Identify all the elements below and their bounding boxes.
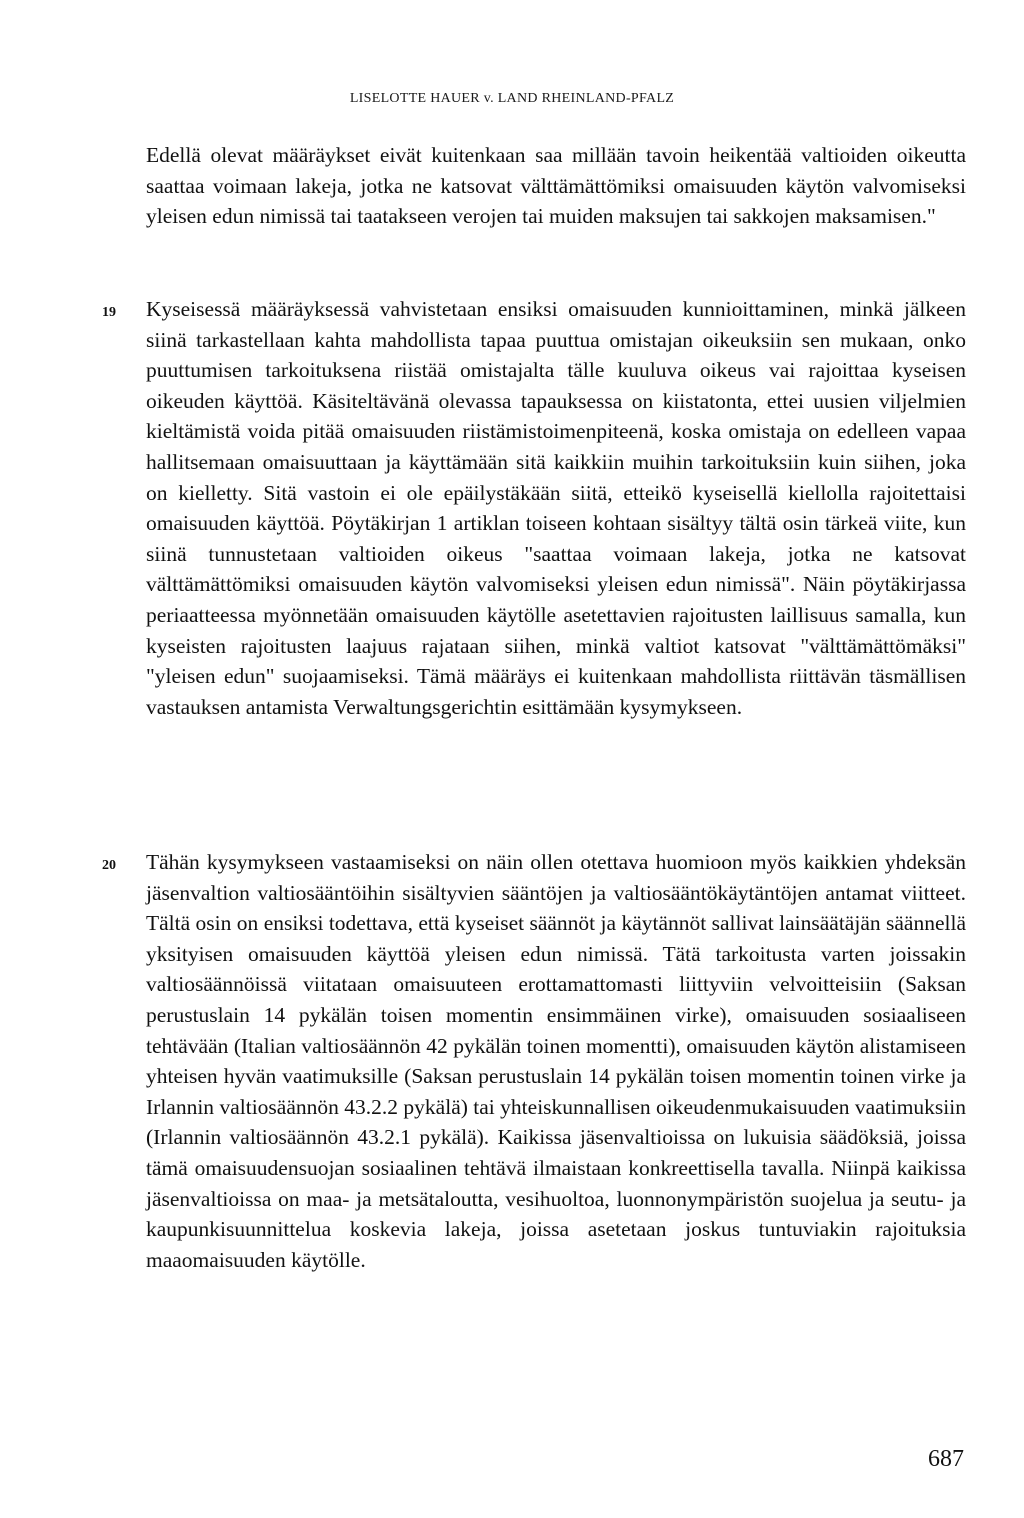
paragraph-number-19: 19 (102, 305, 116, 320)
paragraph-number-20: 20 (102, 858, 116, 873)
running-title: LISELOTTE HAUER v. LAND RHEINLAND-PFALZ (349, 91, 675, 106)
paragraph-20: Tähän kysymykseen vastaamiseksi on näin ollen otettava huomioon myös kaikkien yhdeksän jäsenvaltion valtiosääntöihin sisältyvien sääntöjen ja valtiosääntökäytäntöjen antamat viitteet. Tältä osin on ensiksi todettava, että kyseiset säännöt ja käytännöt sallivat lainsäätäjän säännellä yksityisen omaisuuden käyttöä yleisen edun nimissä. Tätä tarkoitusta varten joissakin valtiosäännöissä viitataan omaisuuteen erottamattomasti liittyviin velvoitteisiin (Saksan perustuslain 14 pykälän toisen momentin ensimmäinen virke), omaisuuden sosiaaliseen tehtävään (Italian valtiosäännön 42 pykälän toinen momentti), omaisuuden käytön alistamiseen yhteisen hyvän vaatimuksille (Saksan perustuslain 14 pykälän toisen momentin toinen virke ja Irlannin valtiosäännön 43.2.2 pykälä) tai yhteiskunnallisen oikeudenmukaisuuden vaatimuksiin (Irlannin valtiosäännön 43.2.1 pykälä). Kaikissa jäsenvaltioissa on lukuisia säädöksiä, joissa tämä omaisuudensuojan sosiaalinen tehtävä ilmaistaan konkreettisella tavalla. Niinpä kaikissa jäsenvaltioissa on maa- ja metsätaloutta, vesihuoltoa, luonnonympäristön suojelua ja seutu- ja kaupunkisuunnittelua koskevia lakeja, joissa asetetaan joskus tuntuviakin rajoituksia maaomaisuuden käytölle. (146, 850, 966, 1272)
paragraph-18-continuation: Edellä olevat määräykset eivät kuitenkaan saa millään tavoin heikentää valtioiden oikeutta saattaa voimaan lakeja, jotka ne katsovat välttämättömiksi omaisuuden käytön valvomiseksi yleisen edun nimissä tai taatakseen verojen tai muiden maksujen tai sakkojen maksamisen." (146, 143, 966, 229)
page-number: 687 (928, 1446, 964, 1472)
paragraph-19: Kyseisessä määräyksessä vahvistetaan ensiksi omaisuuden kunnioittaminen, minkä jälkeen siinä tarkastellaan kahta mahdollista tapaa puuttua omistajan oikeuksiin sen mukaan, onko puuttumisen tarkoituksena riistää omistajalta tälle kuuluva oikeus vai rajoittaa kyseisen oikeuden käyttöä. Käsiteltävänä olevassa tapauksessa on kiistatonta, ettei uusien viljelmien kieltämistä voida pitää omaisuuden riistämistoimenpiteenä, koska omistaja on edelleen vapaa hallitsemaan omaisuuttaan ja käyttämään sitä kaikkiin muihin tarkoituksiin kuin siihen, joka on kielletty. Sitä vastoin ei ole epäilystäkään siitä, etteikö kyseisellä kiellolla rajoitettaisi omaisuuden käyttöä. Pöytäkirjan 1 artiklan toiseen kohtaan sisältyy tältä osin tärkeä viite, kun siinä tunnustetaan valtioiden oikeus "saattaa voimaan lakeja, jotka ne katsovat välttämättömiksi omaisuuden käytön valvomiseksi yleisen edun nimissä". Näin pöytäkirjassa periaatteessa myönnetään omaisuuden käytölle asetettavien rajoitusten laillisuus samalla, kun kyseisten rajoitusten laajuus rajataan siihen, minkä valtiot katsovat "välttämättömäksi" "yleisen edun" suojaamiseksi. Tämä määräys ei kuitenkaan mahdollista riittävän täsmällisen vastauksen antamista Verwaltungsgerichtin esittämään kysymykseen. (146, 297, 966, 719)
